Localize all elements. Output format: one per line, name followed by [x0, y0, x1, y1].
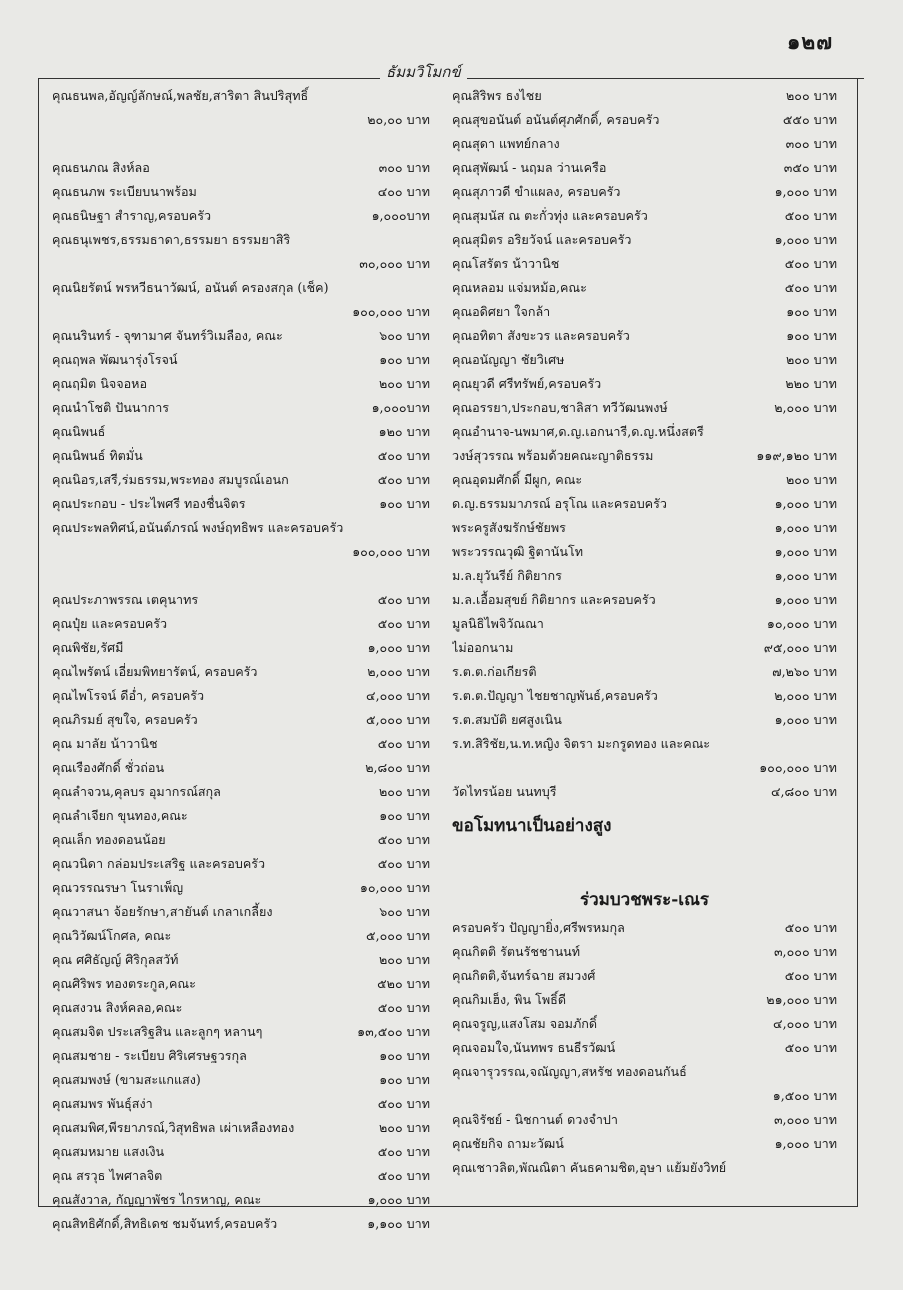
donor-name: ม.ล.เอื้อมสุขย์ กิติยากร และครอบครัว [452, 592, 656, 607]
donation-amount: ๑,๑๐๐ บาท [367, 1216, 430, 1231]
donation-amount: ๑๐๐,๐๐๐ บาท [352, 544, 430, 559]
donation-amount: ๑,๕๐๐ บาท [772, 1088, 837, 1103]
donor-row [452, 1036, 837, 1060]
donation-amount: ๓,๐๐๐ บาท [773, 944, 837, 959]
donor-name: คุณอดิศยา ใจกล้า [452, 304, 551, 319]
donation-amount: ๑,๐๐๐บาท [371, 208, 430, 223]
donor-row [452, 228, 837, 252]
donation-amount: ๕๐๐ บาท [784, 1040, 837, 1055]
donation-amount: ๑,๐๐๐ บาท [367, 640, 430, 655]
donor-name: คุณจรูญ,แสงโสม จอมภักดิ์ [452, 1016, 598, 1031]
donation-amount: ๑๑๙,๑๒๐ บาท [756, 448, 837, 463]
donor-row [52, 372, 430, 396]
left-column [52, 84, 430, 1236]
donor-row [52, 732, 430, 756]
donor-name: คุณสงวน สิงห์คลอ,คณะ [52, 1000, 183, 1015]
donor-name: คุณเล็ก ทองดอนน้อย [52, 832, 166, 847]
donation-amount: ๒,๐๐๐ บาท [774, 400, 837, 415]
donor-name: คุณสุมิตร อริยวัจน์ และครอบครัว [452, 232, 632, 247]
donor-name: คุณสมจิต ประเสริฐสิน และลูกๆ หลานๆ [52, 1024, 263, 1039]
donation-amount: ๕๐๐ บาท [784, 256, 837, 271]
donor-row [452, 396, 837, 420]
donation-amount: ๕๐๐ บาท [784, 920, 837, 935]
donation-amount: ๓๐,๐๐๐ บาท [359, 256, 430, 271]
donation-amount: ๙๕,๐๐๐ บาท [763, 640, 837, 655]
donor-name: คุณสุขอนันต์ อนันต์ศุภศักดิ์, ครอบครัว [452, 112, 660, 127]
donor-name: คุณ ศศิธัญญ์ ศิริกุลสวัท์ [52, 952, 179, 967]
donor-name: คุณพิชัย,รัศมี [52, 640, 124, 655]
donor-name: คุณหลอม แจ่มหม้อ,คณะ [452, 280, 587, 295]
donor-name: ครอบครัว ปัญญายิ่ง,ศรีพรหมกุล [452, 920, 625, 935]
donation-amount: ๑,๐๐๐ บาท [774, 568, 837, 583]
donor-name: คุณนิพนธ์ [52, 424, 106, 439]
donation-amount: ๑๒๐ บาท [378, 424, 430, 439]
donation-amount: ๒๐๐ บาท [378, 376, 430, 391]
donor-row [52, 684, 430, 708]
donor-name: คุณจิรัชย์ - นิชกานต์ ดวงจำปา [452, 1112, 619, 1127]
donor-name: คุณสุภาวดี ขำแผลง, ครอบครัว [452, 184, 621, 199]
donor-row [452, 324, 837, 348]
donor-name: คุณธนุเพชร,ธรรมธาดา,ธรรมยา ธรรมยาสิริ [52, 232, 291, 247]
donation-amount: ๒,๐๐๐ บาท [774, 688, 837, 703]
donor-row [452, 564, 837, 588]
donor-name: คุณอนัญญา ชัยวิเศษ [452, 352, 565, 367]
donor-name: คุณจารุวรรณ,จณัญญา,สหรัช ทองดอนกันธ์ [452, 1064, 687, 1079]
donation-amount: ๒๐๐ บาท [785, 88, 837, 103]
donor-name: คุณวิวัฒน์โกศล, คณะ [52, 928, 172, 943]
donor-row [52, 156, 430, 180]
donation-amount: ๕๒๐ บาท [377, 976, 430, 991]
donor-row [452, 348, 837, 372]
donor-name: คุณกิตติ รัตนรัชชานนท์ [452, 944, 581, 959]
donor-row [452, 588, 837, 612]
donation-amount: ๕๐๐ บาท [377, 1000, 430, 1015]
donation-amount: ๒๑,๐๐๐ บาท [766, 992, 837, 1007]
donor-row [452, 1108, 837, 1132]
donation-amount: ๑,๐๐๐ บาท [774, 184, 837, 199]
donor-row [452, 636, 837, 660]
donor-name: คุณอำนาจ-นพมาศ,ด.ญ.เอกนารี,ด.ญ.หนึ่งสตรี [452, 424, 704, 439]
donor-row [52, 804, 430, 828]
donor-row [452, 468, 837, 492]
donation-amount: ๑,๐๐๐บาท [371, 400, 430, 415]
donation-amount: ๕๐๐ บาท [377, 832, 430, 847]
donor-name: มูลนิธิไพจิวัณณา [452, 616, 544, 631]
donor-row [52, 1044, 430, 1068]
donor-name: คุณนรินทร์ - จุฑามาศ จันทร์วิเมลือง, คณะ [52, 328, 283, 343]
donation-amount: ๖๐๐ บาท [379, 328, 430, 343]
donor-row [452, 964, 837, 988]
donor-row [452, 1012, 837, 1036]
header-title: ธัมมวิโมกข์ [380, 60, 467, 84]
donor-row [52, 708, 430, 732]
donor-row [52, 636, 430, 660]
donor-name: คุณอรรยา,ประกอบ,ชาลิสา ทวีวัฒนพงษ์ [452, 400, 668, 415]
donor-name: คุณนิพนธ์ ทิตมั่น [52, 448, 143, 463]
donation-amount: ๑๐๐,๐๐๐ บาท [352, 304, 430, 319]
donation-amount: ๑,๐๐๐ บาท [774, 712, 837, 727]
donor-name: คุณเรืองศักดิ์ ชั่วถ่อน [52, 760, 165, 775]
donor-row [52, 780, 430, 804]
donation-amount: ๕๐๐ บาท [784, 280, 837, 295]
donation-amount: ๓๐๐ บาท [785, 136, 837, 151]
donation-amount: ๒๐๐ บาท [378, 784, 430, 799]
donor-name: คุณศิริพร ทองตระกูล,คณะ [52, 976, 196, 991]
donor-name: คุณวาสนา จ้อยรักษา,สายันต์ เกลาเกลี้ยง [52, 904, 273, 919]
donation-amount: ๒๐๐ บาท [785, 352, 837, 367]
donation-amount: ๒๒๐ บาท [785, 376, 837, 391]
donor-row [452, 132, 837, 156]
donor-name: คุณสิทธิศักดิ์,สิทธิเดช ชมจันทร์,ครอบครัว [52, 1216, 278, 1231]
donor-name: คุณอุดมศักดิ์ มีผูก, คณะ [452, 472, 583, 487]
donor-row [52, 1020, 430, 1044]
donor-name: คุณนิยรัตน์ พรหวีธนาวัฒน์, อนันต์ ครองสกุล (เช็ค) [52, 280, 329, 295]
donor-row [452, 916, 837, 940]
donation-amount: ๔,๐๐๐ บาท [773, 1016, 837, 1031]
donor-name: วัดไทรน้อย นนทบุรี [452, 784, 557, 799]
donation-amount: ๒๐๐ บาท [785, 472, 837, 487]
donor-name: ร.ท.สิริชัย,น.ท.หญิง จิตรา มะกรูดทอง และคณะ [452, 736, 711, 751]
donor-name: คุณชัยกิจ ถามะวัฒน์ [452, 1136, 564, 1151]
donor-name: คุณสังวาล, กัญญาพัชร ไกรหาญ, คณะ [52, 1192, 262, 1207]
donation-amount: ๑,๐๐๐ บาท [774, 1136, 837, 1151]
donor-row [452, 940, 837, 964]
donor-name: คุณนิอร,เสรี,ร่มธรรม,พระทอง สมบูรณ์เอนก [52, 472, 289, 487]
donation-amount: ๑๐๐,๐๐๐ บาท [759, 760, 837, 775]
donor-name: คุณลำจวน,คุลบร อุมากรณ์สกุล [52, 784, 221, 799]
donation-amount: ๑๐,๐๐๐ บาท [359, 880, 430, 895]
donation-amount: ๒๐๐ บาท [378, 1120, 430, 1135]
donor-name: คุณประภาพรรณ เตคุนาทร [52, 592, 199, 607]
donation-amount: ๑๐๐ บาท [786, 328, 837, 343]
donation-amount: ๕๐๐ บาท [784, 208, 837, 223]
donor-name: คุณธนิษฐา สำราญ,ครอบครัว [52, 208, 212, 223]
donor-row [452, 1132, 837, 1156]
donation-amount: ๑,๐๐๐ บาท [367, 1192, 430, 1207]
donor-row [452, 612, 837, 636]
donor-row [52, 996, 430, 1020]
donor-row [452, 276, 837, 300]
donor-name: คุณธนภณ สิงห์ลอ [52, 160, 150, 175]
donation-amount: ๑๐๐ บาท [379, 808, 430, 823]
donation-amount: ๕๐๐ บาท [377, 736, 430, 751]
donor-row [452, 516, 837, 540]
donor-row [52, 1116, 430, 1140]
donor-row [52, 1140, 430, 1164]
donor-row [52, 756, 430, 780]
donation-amount: ๒,๐๐๐ บาท [367, 664, 430, 679]
donor-row [52, 852, 430, 876]
donor-name: คุณอทิตา สังขะวร และครอบครัว [452, 328, 630, 343]
donor-row [52, 420, 430, 444]
right-column [452, 84, 837, 1180]
donor-row [52, 180, 430, 204]
donor-name: คุณปุ๋ย และครอบครัว [52, 616, 168, 631]
donor-row [452, 204, 837, 228]
donor-name: คุณฤมิต นิจจอหอ [52, 376, 148, 391]
donation-amount: ๕๐๐ บาท [377, 592, 430, 607]
donor-row [452, 444, 837, 468]
donor-row [52, 588, 430, 612]
donor-name: คุณไพโรจน์ ดีอ่ำ, ครอบครัว [52, 688, 205, 703]
donor-row [52, 660, 430, 684]
donor-row [52, 396, 430, 420]
donor-row [52, 1164, 430, 1188]
donor-name: ร.ต.สมบัติ ยศสูงเนิน [452, 712, 562, 727]
donation-amount: ๒๐,๐๐ บาท [367, 112, 430, 127]
donation-amount: ๔,๘๐๐ บาท [771, 784, 837, 799]
donor-name: คุณสมพร พันธุ์สง่า [52, 1096, 153, 1111]
donation-amount: ๓๐๐ บาท [378, 160, 430, 175]
donor-row [52, 1212, 430, 1236]
donor-row [452, 708, 837, 732]
donor-row [52, 612, 430, 636]
donor-name: คุณวนิดา กล่อมประเสริฐ และครอบครัว [52, 856, 266, 871]
donor-name: คุณ มาลัย น้าวานิช [52, 736, 158, 751]
donation-amount: ๑๐๐ บาท [379, 496, 430, 511]
donor-name: คุณไพรัตน์ เอี่ยมพิทยารัตน์, ครอบครัว [52, 664, 258, 679]
donation-amount: ๔,๐๐๐ บาท [366, 688, 430, 703]
donor-row [452, 108, 837, 132]
donor-row [452, 372, 837, 396]
donor-row [452, 156, 837, 180]
donor-name: คุณสิริพร ธงไชย [452, 88, 542, 103]
donation-amount: ๕,๐๐๐ บาท [366, 712, 430, 727]
donation-amount: ๓๕๐ บาท [783, 160, 837, 175]
donation-amount: ๗,๒๖๐ บาท [772, 664, 837, 679]
donor-row [52, 324, 430, 348]
donor-row [52, 1092, 430, 1116]
donor-name: คุณนำโชติ ปันนาการ [52, 400, 170, 415]
donor-row [452, 988, 837, 1012]
spacer [52, 564, 430, 588]
donation-amount: ๑,๐๐๐ บาท [774, 496, 837, 511]
donation-amount: ๑๐๐ บาท [379, 352, 430, 367]
donor-name: คุณภิรมย์ สุขใจ, ครอบครัว [52, 712, 198, 727]
donor-row [52, 204, 430, 228]
donor-row [52, 468, 430, 492]
donor-row [52, 828, 430, 852]
donation-amount: ๑,๐๐๐ บาท [774, 592, 837, 607]
donor-name: คุณเชาวลิต,พัณณิตา คันธคามชิต,อุษา แย้มยังวิทย์ [452, 1160, 727, 1175]
donation-amount: ๕๐๐ บาท [377, 1096, 430, 1111]
donor-row [452, 684, 837, 708]
donor-row [452, 540, 837, 564]
donation-amount: ๕๐๐ บาท [377, 856, 430, 871]
donor-row [452, 300, 837, 324]
donation-amount: ๕๐๐ บาท [377, 616, 430, 631]
donor-name: คุณสมหมาย แสงเงิน [52, 1144, 165, 1159]
donor-name: คุณ สรวุธ ไพศาลจิต [52, 1168, 163, 1183]
donor-name: คุณกิมเฮ็ง, พิน โพธิ์ดี [452, 992, 567, 1007]
donation-amount: ๒,๘๐๐ บาท [365, 760, 430, 775]
spacer [52, 132, 430, 156]
donor-name: วงษ์สุวรรณ พร้อมด้วยคณะญาติธรรม [452, 448, 654, 463]
donor-name: ม.ล.ยุวันรีย์ กิติยากร [452, 568, 562, 583]
donor-row [452, 84, 837, 108]
donor-name: คุณกิตติ,จันทร์ฉาย สมวงศ์ [452, 968, 596, 983]
donor-name: คุณจอมใจ,นันทพร ธนธีรวัฒน์ [452, 1040, 616, 1055]
section-heading: ร่วมบวชพระ-เณร [580, 890, 709, 910]
donation-amount: ๑๐๐ บาท [379, 1048, 430, 1063]
donation-amount: ๔๐๐ บาท [377, 184, 430, 199]
donor-name: คุณยุวดี ศรีทรัพย์,ครอบครัว [452, 376, 602, 391]
donation-amount: ๑,๐๐๐ บาท [774, 544, 837, 559]
donor-row [52, 876, 430, 900]
donor-name: คุณธนพล,อัญญ์ลักษณ์,พลชัย,สาริตา สินปริสุทธิ์ [52, 88, 309, 103]
donation-amount: ๑๐๐ บาท [379, 1072, 430, 1087]
donor-name: ไม่ออกนาม [452, 640, 514, 655]
donor-name: คุณประพลทิศน์,อนันต์ภรณ์ พงษ์ฤทธิพร และครอบครัว [52, 520, 344, 535]
donor-name: ด.ญ.ธรรมมาภรณ์ อรุโณ และครอบครัว [452, 496, 667, 511]
donation-amount: ๑๐๐ บาท [786, 304, 837, 319]
donor-name: คุณลำเจียก ขุนทอง,คณะ [52, 808, 188, 823]
donation-amount: ๕๐๐ บาท [377, 1168, 430, 1183]
donation-amount: ๕,๐๐๐ บาท [366, 928, 430, 943]
donor-name: คุณสุพัฒน์ - นฤมล ว่านเครือ [452, 160, 607, 175]
donor-row [452, 180, 837, 204]
donation-amount: ๑,๐๐๐ บาท [774, 232, 837, 247]
donation-amount: ๕๐๐ บาท [377, 1144, 430, 1159]
donor-row [52, 492, 430, 516]
donor-row [52, 972, 430, 996]
donation-amount: ๑๓,๕๐๐ บาท [357, 1024, 430, 1039]
donor-name: คุณฤพล พัฒนารุ่งโรจน์ [52, 352, 178, 367]
donor-row [452, 492, 837, 516]
donor-name: คุณสมพิศ,พีรยาภรณ์,วิสุทธิพล เผ่าเหลืองทอง [52, 1120, 295, 1135]
donor-row [52, 1188, 430, 1212]
donor-row [452, 660, 837, 684]
donor-name: คุณสมพงษ์ (ขามสะแกแสง) [52, 1072, 201, 1087]
donor-name: คุณสุดา แพทย์กลาง [452, 136, 560, 151]
donation-amount: ๑,๐๐๐ บาท [774, 520, 837, 535]
donor-row [52, 348, 430, 372]
donor-name: คุณประกอบ - ประไพศรี ทองชื่นจิตร [52, 496, 246, 511]
donor-row [452, 252, 837, 276]
donor-name: คุณวรรณรษา โนราเพ็ญ [52, 880, 184, 895]
donor-name: คุณธนภพ ระเบียบนาพร้อม [52, 184, 197, 199]
donation-amount: ๕๕๐ บาท [782, 112, 837, 127]
donor-name: ร.ต.ต.ปัญญา ไชยชาญพันธ์,ครอบครัว [452, 688, 658, 703]
donor-name: คุณโสรัตร น้าวานิช [452, 256, 560, 271]
donor-row [52, 1068, 430, 1092]
thanks-text: ขอโมทนาเป็นอย่างสูง [452, 816, 612, 836]
donation-amount: ๕๐๐ บาท [784, 968, 837, 983]
donor-row [52, 924, 430, 948]
donor-row [452, 780, 837, 804]
donor-name: พระวรรณวุฒิ ฐิตานันโท [452, 544, 584, 559]
donation-amount: ๒๐๐ บาท [378, 952, 430, 967]
donation-amount: ๕๐๐ บาท [377, 448, 430, 463]
donor-row [52, 948, 430, 972]
page-number: ๑๒๗ [787, 29, 833, 54]
donor-name: คุณสุมนัส ณ ตะกั่วทุ่ง และครอบครัว [452, 208, 648, 223]
donation-amount: ๓,๐๐๐ บาท [773, 1112, 837, 1127]
donor-name: ร.ต.ต.ก่อเกียรติ [452, 664, 537, 679]
donor-name: คุณสมชาย - ระเบียบ ศิริเศรษฐวรกุล [52, 1048, 247, 1063]
donor-name: พระครูสังฆรักษ์ชัยพร [452, 520, 566, 535]
spacer [452, 848, 837, 872]
donation-amount: ๑๐,๐๐๐ บาท [766, 616, 837, 631]
donor-row [52, 900, 430, 924]
donation-amount: ๖๐๐ บาท [379, 904, 430, 919]
donor-row [52, 444, 430, 468]
donation-amount: ๕๐๐ บาท [377, 472, 430, 487]
